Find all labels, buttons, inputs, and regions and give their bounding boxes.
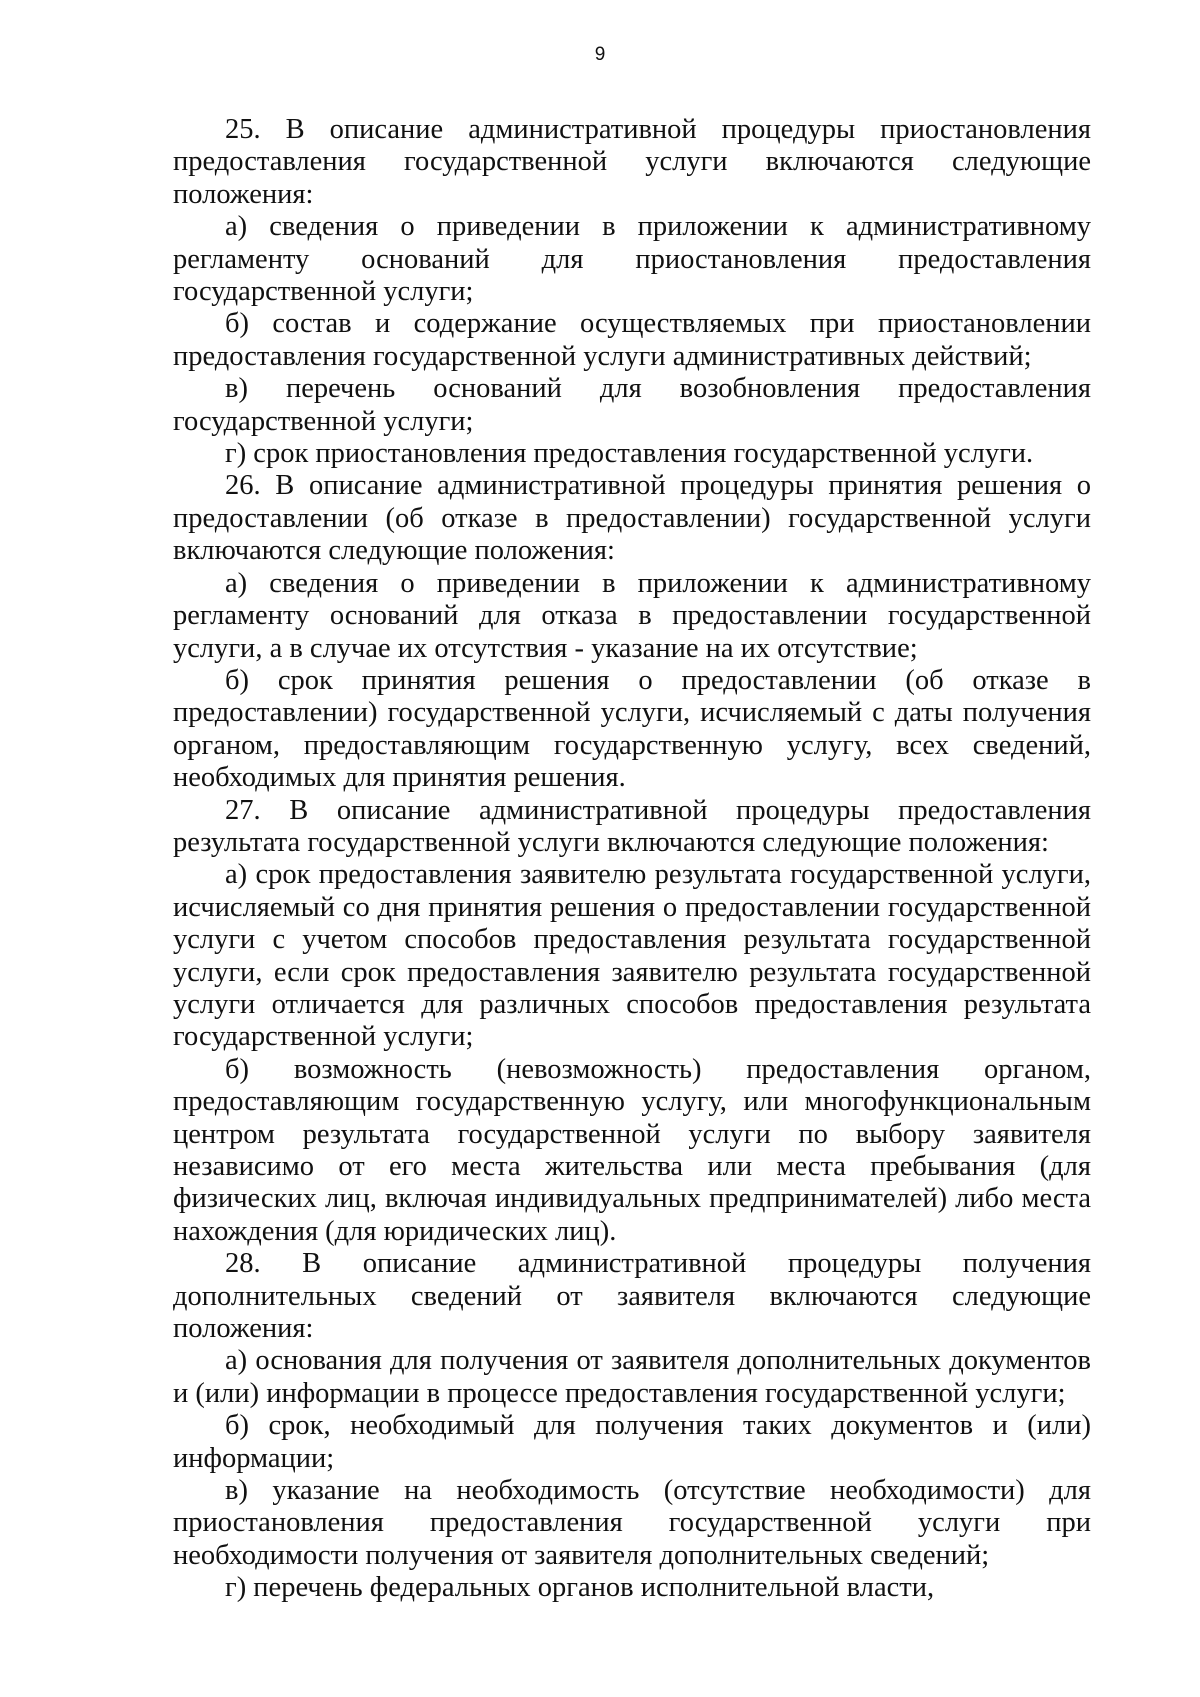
paragraph-27-a: а) срок предоставления заявителю результата государственной услуги, исчисляемый со дня принятия решения о предоставлении государственной услуги с учетом способов предоставления результата государственной услуги, если срок предоставления заявителю результата государственной услуги отличается для различных способов предоставления результата государственной услуги;	[173, 859, 1091, 1053]
paragraph-26: 26. В описание административной процедуры принятия решения о предоставлении (об отказе в предоставлении) государственной услуги включаются следующие положения:	[173, 470, 1091, 567]
page-number: 9	[594, 44, 606, 65]
paragraph-25-a: а) сведения о приведении в приложении к административному регламенту оснований для приостановления предоставления государственной услуги;	[173, 211, 1091, 308]
paragraph-27: 27. В описание административной процедуры предоставления результата государственной услуги включаются следующие положения:	[173, 794, 1091, 858]
paragraph-28: 28. В описание административной процедуры получения дополнительных сведений от заявителя включаются следующие положения:	[173, 1248, 1091, 1345]
paragraph-25: 25. В описание административной процедуры приостановления предоставления государственной услуги включаются следующие положения:	[173, 114, 1091, 210]
paragraph-26-b: б) срок принятия решения о предоставлении (об отказе в предоставлении) государственной услуги, исчисляемый с даты получения органом, предоставляющим государственную услугу, всех сведений, необходимых для принятия решения.	[173, 664, 1091, 794]
paragraph-28-b: б) срок, необходимый для получения таких документов и (или) информации;	[173, 1410, 1091, 1474]
paragraph-25-b: б) состав и содержание осуществляемых при приостановлении предоставления государственной услуги административных действий;	[173, 308, 1091, 372]
paragraph-28-v: в) указание на необходимость (отсутствие необходимости) для приостановления предоставления государственной услуги при необходимости получения от заявителя дополнительных сведений;	[173, 1475, 1091, 1571]
document-body	[173, 114, 1091, 1605]
paragraph-26-a: а) сведения о приведении в приложении к административному регламенту оснований для отказа в предоставлении государственной услуги, а в случае их отсутствия - указание на их отсутствие;	[173, 567, 1091, 664]
paragraph-28-g: г) перечень федеральных органов исполнительной власти,	[225, 1572, 935, 1604]
paragraph-28-a: а) основания для получения от заявителя дополнительных документов и (или) информации в процессе предоставления государственной услуги;	[173, 1345, 1091, 1409]
paragraph-25-g: г) срок приостановления предоставления государственной услуги.	[225, 438, 1034, 470]
paragraph-25-v: в) перечень оснований для возобновления предоставления государственной услуги;	[173, 373, 1091, 437]
paragraph-27-b: б) возможность (невозможность) предоставления органом, предоставляющим государственную услугу, или многофункциональным центром результата государственной услуги по выбору заявителя независимо от его места жительства или места пребывания (для физических лиц, включая индивидуальных предпринимателей) либо места нахождения (для юридических лиц).	[173, 1053, 1091, 1247]
